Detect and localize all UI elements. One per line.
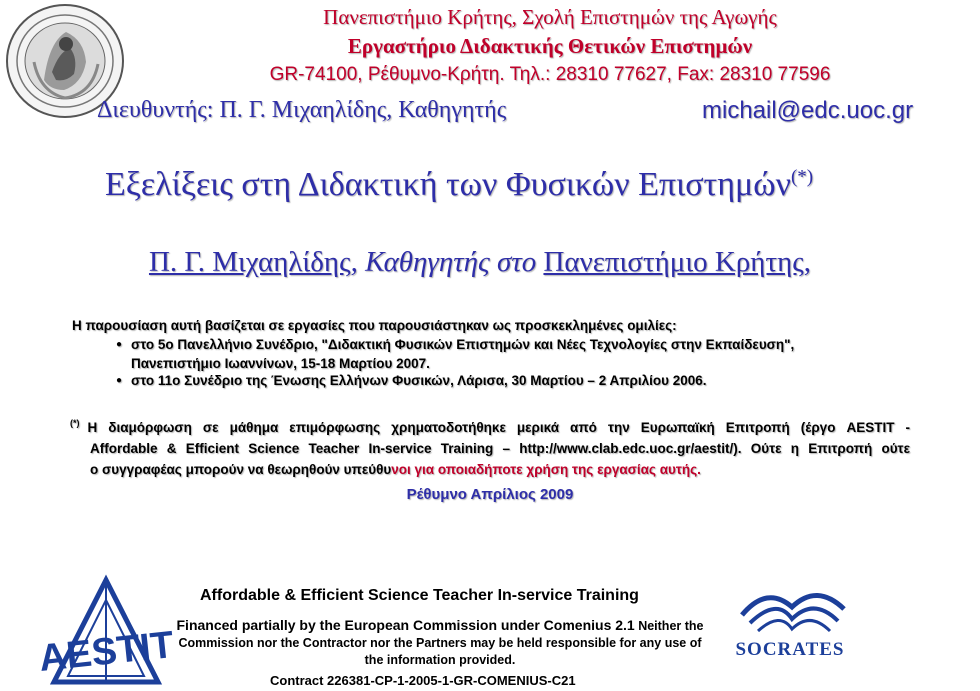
talk-item	[116, 373, 707, 388]
address-line: GR-74100, Ρέθυμνο-Κρήτη. Τηλ.: 28310 77627, Fax: 28310 77596	[269, 64, 831, 85]
funding-footnote	[70, 413, 910, 480]
title-text: Εξελίξεις στη Διδακτική των Φυσικών Επιστημών	[105, 166, 791, 203]
author-line	[0, 246, 960, 279]
aestit-logo	[37, 578, 176, 691]
footnote-line	[70, 459, 910, 480]
aestit-logo-text: AESTIT	[37, 624, 176, 680]
project-title: Affordable & Efficient Science Teacher In-service Training	[200, 587, 639, 604]
author-trailing: ,	[803, 246, 812, 278]
intro-text: Η παρουσίαση αυτή βασίζεται σε εργασίες που παρουσιάστηκαν ως προσκεκλημένες ομιλίες:	[72, 318, 677, 333]
funding-disclaimer: Neither the Commission nor the Contractor nor the Partners may be held responsible for any use of the information provided.	[178, 619, 704, 667]
funding-text	[170, 617, 710, 669]
footnote-line-red: νοι για οποιαδήποτε χρήση της εργασίας αυτής.	[391, 462, 701, 477]
author-institution: Πανεπιστήμιο Κρήτης	[543, 246, 804, 278]
socrates-logo-text: SOCRATES	[735, 639, 845, 660]
footnote-line: Affordable & Efficient Science Teacher In-service Training – http://www.clab.edc.uoc.gr/aestit/). Ούτε η Επιτροπή ούτε	[90, 441, 910, 456]
bullet-icon: ●	[116, 375, 123, 386]
page-title	[105, 166, 813, 204]
footnote-mark: (*)	[70, 418, 80, 428]
author-role: , Καθηγητής στο	[350, 246, 544, 278]
title-marker: (*)	[790, 166, 814, 188]
bullet-icon: ●	[116, 339, 123, 350]
funding-main: Financed partially by the European Commission under Comenius 2.1	[176, 617, 635, 633]
talk-line: στο 5ο Πανελλήνιο Συνέδριο, "Διδακτική Φυσικών Επιστημών και Νέες Τεχνολογίες στην Εκπαίδευση",	[131, 337, 795, 352]
socrates-logo	[722, 575, 858, 666]
talk-line-continued: Πανεπιστήμιο Ιωαννίνων, 15-18 Μαρτίου 2007.	[131, 356, 430, 371]
director-line: Διευθυντής: Π. Γ. Μιχαηλίδης, Καθηγητής	[97, 97, 507, 123]
lab-name: Εργαστήριο Διδακτικής Θετικών Επιστημών	[347, 34, 753, 58]
footnote-line-text: ο συγγραφέας μπορούν να θεωρηθούν υπεύθυ	[90, 462, 392, 477]
date-line: Ρέθυμνο Απρίλιος 2009	[406, 486, 574, 503]
footnote-line	[70, 413, 910, 438]
footnote-line-text: Η διαμόρφωση σε μάθημα επιμόρφωσης χρηματοδοτήθηκε μερικά από την Ευρωπαϊκή Επιτροπή (έργο AESTIT -	[87, 420, 910, 435]
contract-number: Contract 226381-CP-1-2005-1-GR-COMENIUS-C21	[270, 673, 576, 688]
university-name: Πανεπιστήμιο Κρήτης, Σχολή Επιστημών της Αγωγής	[323, 5, 777, 29]
talk-item	[116, 337, 794, 352]
author-name: Π. Γ. Μιχαηλίδης	[148, 246, 351, 278]
email-link[interactable]: michail@edc.uoc.gr	[702, 97, 914, 124]
talk-line: στο 11ο Συνέδριο της Ένωσης Ελλήνων Φυσικών, Λάρισα, 30 Μαρτίου – 2 Απριλίου 2006.	[131, 373, 707, 388]
